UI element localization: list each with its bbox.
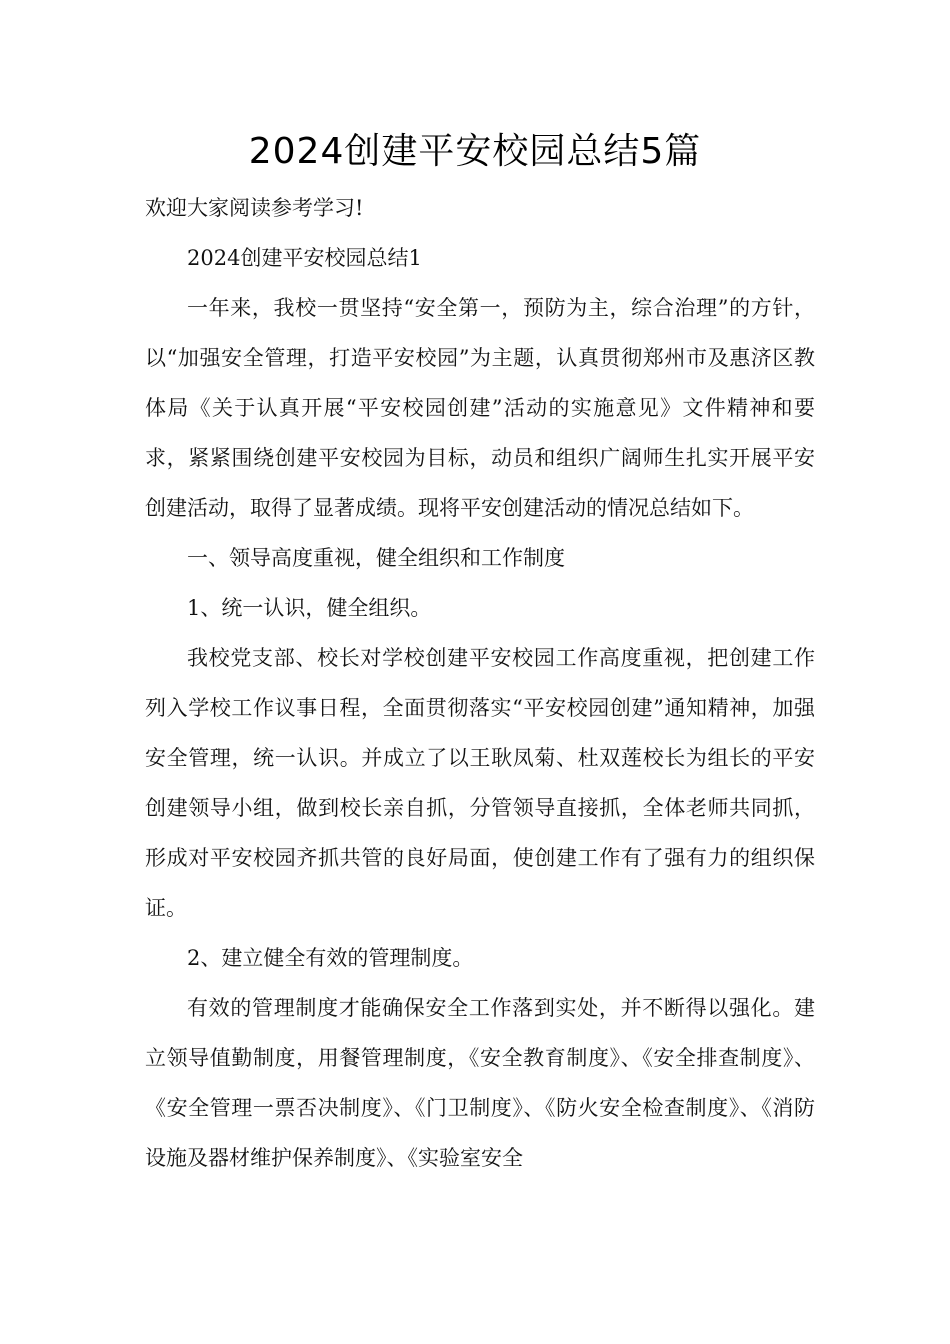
- document-title: 2024创建平安校园总结5篇: [248, 131, 702, 172]
- paragraph-heading-leadership: 一、领导高度重视，健全组织和工作制度: [187, 546, 565, 570]
- document-body: [145, 183, 815, 1183]
- paragraph-organization: 我校党支部、校长对学校创建平安校园工作高度重视，把创建工作列入学校工作议事日程，全面贯彻落实“平安校园创建”通知精神，加强安全管理，统一认识。并成立了以王耿凤菊、杜双莲校长为组长的平安创建领导小组，做到校长亲自抓，分管领导直接抓，全体老师共同抓，形成对平安校园齐抓共管的良好局面，使创建工作有了强有力的组织保证。: [145, 646, 815, 920]
- intro-line: 欢迎大家阅读参考学习!: [145, 196, 364, 220]
- paragraph-heading-organization: 1、统一认识，健全组织。: [187, 596, 432, 620]
- paragraph-system: 有效的管理制度才能确保安全工作落到实处，并不断得以强化。建立领导值勤制度，用餐管理制度，《安全教育制度》、《安全排查制度》、《安全管理一票否决制度》、《门卫制度》、《防火安全检查制度》、《消防设施及器材维护保养制度》、《实验室安全: [145, 996, 815, 1170]
- paragraph-overview: 一年来，我校一贯坚持“安全第一，预防为主，综合治理”的方针，以“加强安全管理，打造平安校园”为主题，认真贯彻郑州市及惠济区教体局《关于认真开展“平安校园创建”活动的实施意见》文件精神和要求，紧紧围绕创建平安校园为目标，动员和组织广阔师生扎实开展平安创建活动，取得了显著成绩。现将平安创建活动的情况总结如下。: [145, 296, 815, 520]
- section-heading: 2024创建平安校园总结1: [187, 246, 422, 270]
- paragraph-heading-system: 2、建立健全有效的管理制度。: [187, 946, 474, 970]
